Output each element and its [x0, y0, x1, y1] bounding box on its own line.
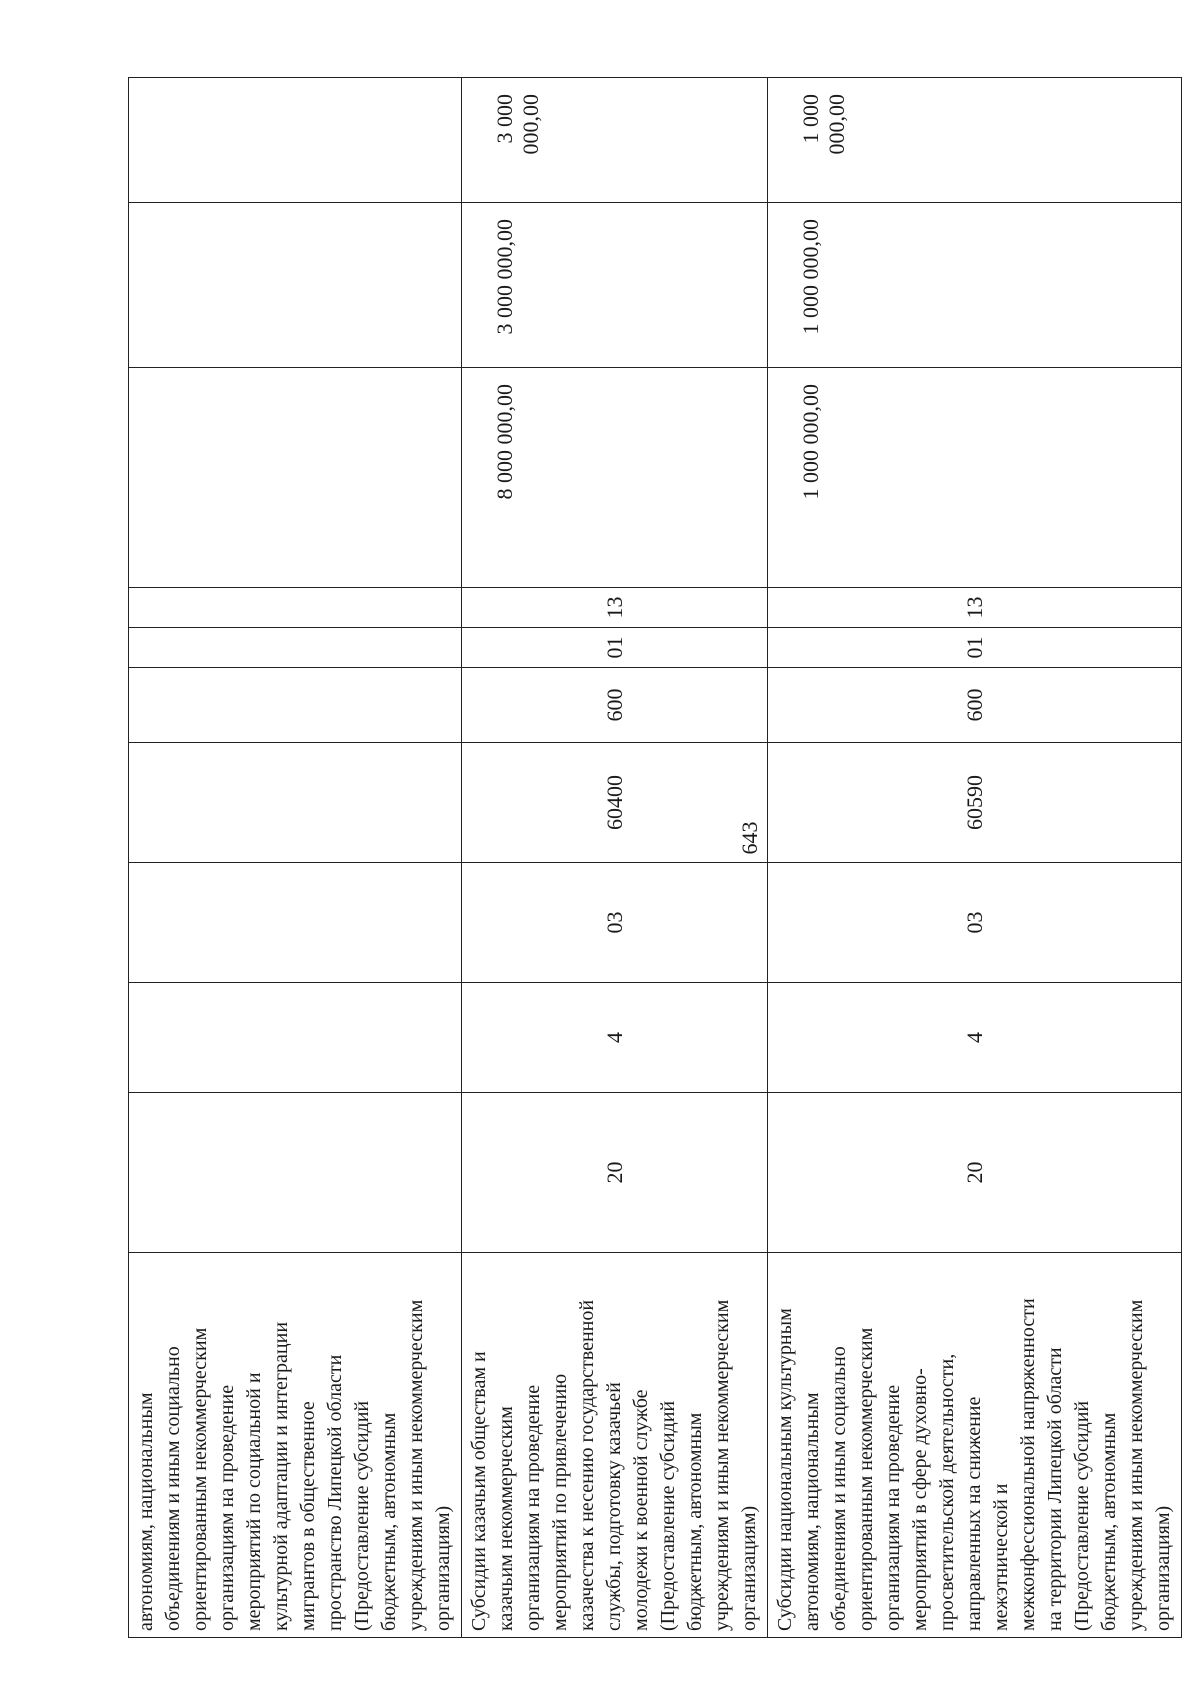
row-0-amount3 — [129, 78, 462, 203]
budget-table — [128, 77, 1182, 1638]
row-2-description: Субсидии национальным культурным автономиям, национальным объединениям и иным социально ориентированным некоммерческим организациям на проведение мероприятий в сфере духовно- просветительской деятельности, направленных на снижение межэтнической и межконфессиональной напряженности на территории Липецкой области (Предоставление субсидий бюджетным, автономным учреждениям и иным некоммерческим организациям) — [768, 1253, 1182, 1638]
row-1-amount1: 8 000 000,00 — [462, 368, 768, 588]
row-0-amount2 — [129, 203, 462, 368]
row-2-amount1: 1 000 000,00 — [768, 368, 1182, 588]
table-row — [129, 78, 462, 1638]
table-row — [768, 78, 1182, 1638]
row-2-c7: 13 — [768, 588, 1182, 628]
rotated-table-container — [128, 78, 1174, 1638]
row-1-amount2: 3 000 000,00 — [462, 203, 768, 368]
row-1-c7: 13 — [462, 588, 768, 628]
row-1-c4: 60400 — [462, 743, 768, 863]
row-2-c2: 4 — [768, 983, 1182, 1093]
row-1-c5: 600 — [462, 668, 768, 743]
row-2-c5: 600 — [768, 668, 1182, 743]
page-number: 643 — [737, 821, 762, 855]
row-1-amount3: 3 000 000,00 — [462, 78, 768, 203]
row-0-c4 — [129, 743, 462, 863]
row-0-c1 — [129, 1093, 462, 1253]
row-0-description: автономиям, национальным объединениям и иным социально ориентированным некоммерческим организациям на проведение мероприятий по социальной и культурной адаптации и интеграции мигрантов в общественное пространство Липецкой области (Предоставление субсидий бюджетным, автономным учреждениям и иным некоммерческим организациям) — [129, 1253, 462, 1638]
row-0-c5 — [129, 668, 462, 743]
row-2-c4: 60590 — [768, 743, 1182, 863]
table-row — [462, 78, 768, 1638]
row-0-amount1 — [129, 368, 462, 588]
row-0-c6 — [129, 628, 462, 668]
row-2-c3: 03 — [768, 863, 1182, 983]
row-1-c3: 03 — [462, 863, 768, 983]
row-1-c1: 20 — [462, 1093, 768, 1253]
row-0-c7 — [129, 588, 462, 628]
row-1-description: Субсидии казачьим обществам и казачьим некоммерческим организациям на проведение мероприятий по привлечению казачества к несению государственной службы, подготовку казачьей молодежи к военной службе (Предоставление субсидий бюджетным, автономным учреждениям и иным некоммерческим организациям) — [462, 1253, 768, 1638]
row-0-c3 — [129, 863, 462, 983]
row-1-c2: 4 — [462, 983, 768, 1093]
row-1-c6: 01 — [462, 628, 768, 668]
row-2-amount3: 1 000 000,00 — [768, 78, 1182, 203]
row-2-amount2: 1 000 000,00 — [768, 203, 1182, 368]
row-2-c6: 01 — [768, 628, 1182, 668]
row-2-c1: 20 — [768, 1093, 1182, 1253]
row-0-c2 — [129, 983, 462, 1093]
